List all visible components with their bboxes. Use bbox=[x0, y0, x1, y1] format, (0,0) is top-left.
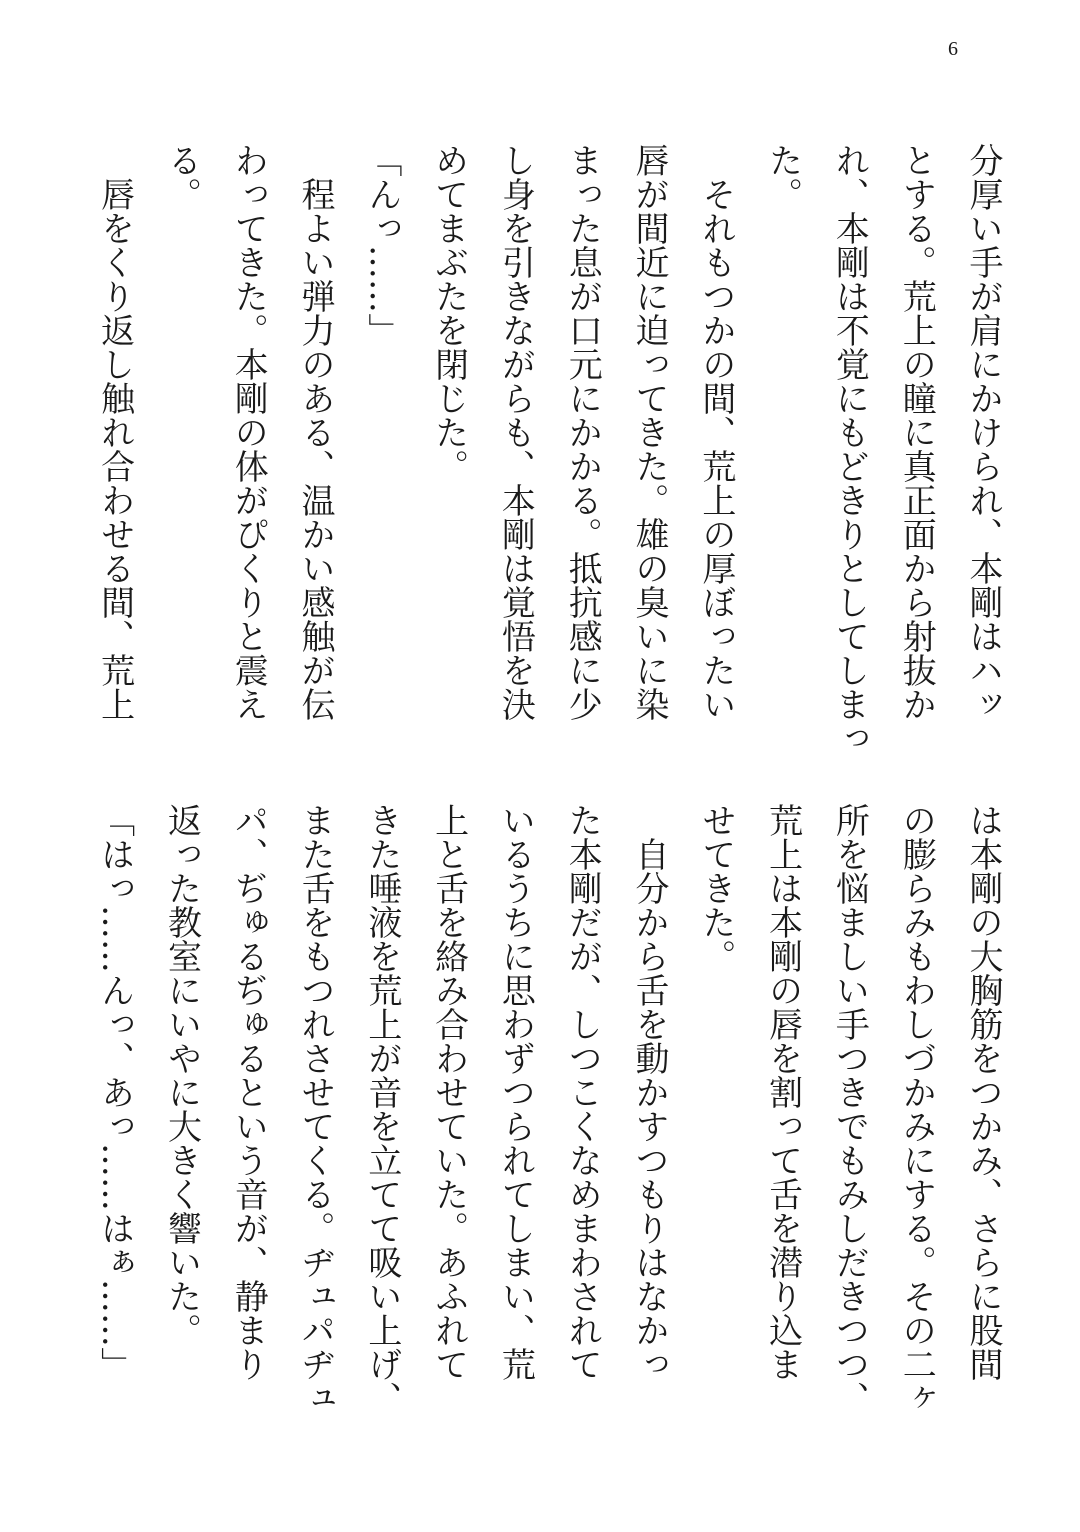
text-line: また舌をもつれさせてくる。ヂュパヂュ bbox=[295, 803, 336, 1415]
page-number: 6 bbox=[948, 38, 958, 60]
text-line: 唇をくり返し触れ合わせる間、荒上 bbox=[94, 143, 135, 721]
text-line: 荒上は本剛の唇を割って舌を潜り込ま bbox=[762, 803, 803, 1381]
text-line: めてまぶたを閉じた。 bbox=[428, 143, 469, 483]
text-line: いるうちに思わずつられてしまい、荒 bbox=[495, 803, 536, 1381]
text-line: 所を悩ましい手つきでもみしだきつつ、 bbox=[829, 803, 870, 1415]
text-line: それもつかの間、荒上の厚ぼったい bbox=[695, 143, 736, 721]
text-line: し身を引きながらも、本剛は覚悟を決 bbox=[495, 143, 536, 721]
text-line: れ、本剛は不覚にもどきりとしてしまっ bbox=[829, 143, 870, 755]
text-line: きた唾液を荒上が音を立てて吸い上げ、 bbox=[361, 803, 402, 1415]
text-line: 程よい弾力のある、温かい感触が伝 bbox=[295, 143, 336, 721]
text-line: わってきた。本剛の体がぴくりと震え bbox=[228, 143, 269, 721]
text-block-bottom bbox=[81, 803, 1016, 1415]
text-line: る。 bbox=[161, 143, 202, 211]
text-line: 自分から舌を動かすつもりはなかっ bbox=[629, 803, 670, 1381]
text-line: せてきた。 bbox=[695, 803, 736, 973]
text-line: 「はっ……んっ、あっ……はぁ……」 bbox=[94, 803, 135, 1381]
text-line: た本剛だが、しつこくなめまわされて bbox=[562, 803, 603, 1381]
text-line: 唇が間近に迫ってきた。雄の臭いに染 bbox=[629, 143, 670, 721]
text-line: 上と舌を絡み合わせていた。あふれて bbox=[428, 803, 469, 1381]
text-line: は本剛の大胸筋をつかみ、さらに股間 bbox=[963, 803, 1003, 1381]
text-line: 「んっ……」 bbox=[361, 143, 402, 347]
text-line: の膨らみもわしづかみにする。その二ヶ bbox=[896, 803, 937, 1415]
text-line: 返った教室にいやに大きく響いた。 bbox=[161, 803, 202, 1347]
text-line: パ、ぢゅるぢゅるという音が、静まり bbox=[228, 803, 269, 1381]
text-line: 分厚い手が肩にかけられ、本剛はハッ bbox=[963, 143, 1003, 721]
text-line: まった息が口元にかかる。抵抗感に少 bbox=[562, 143, 603, 721]
text-line: た。 bbox=[762, 143, 803, 211]
text-line: とする。荒上の瞳に真正面から射抜か bbox=[896, 143, 937, 721]
text-block-top bbox=[81, 143, 1016, 755]
